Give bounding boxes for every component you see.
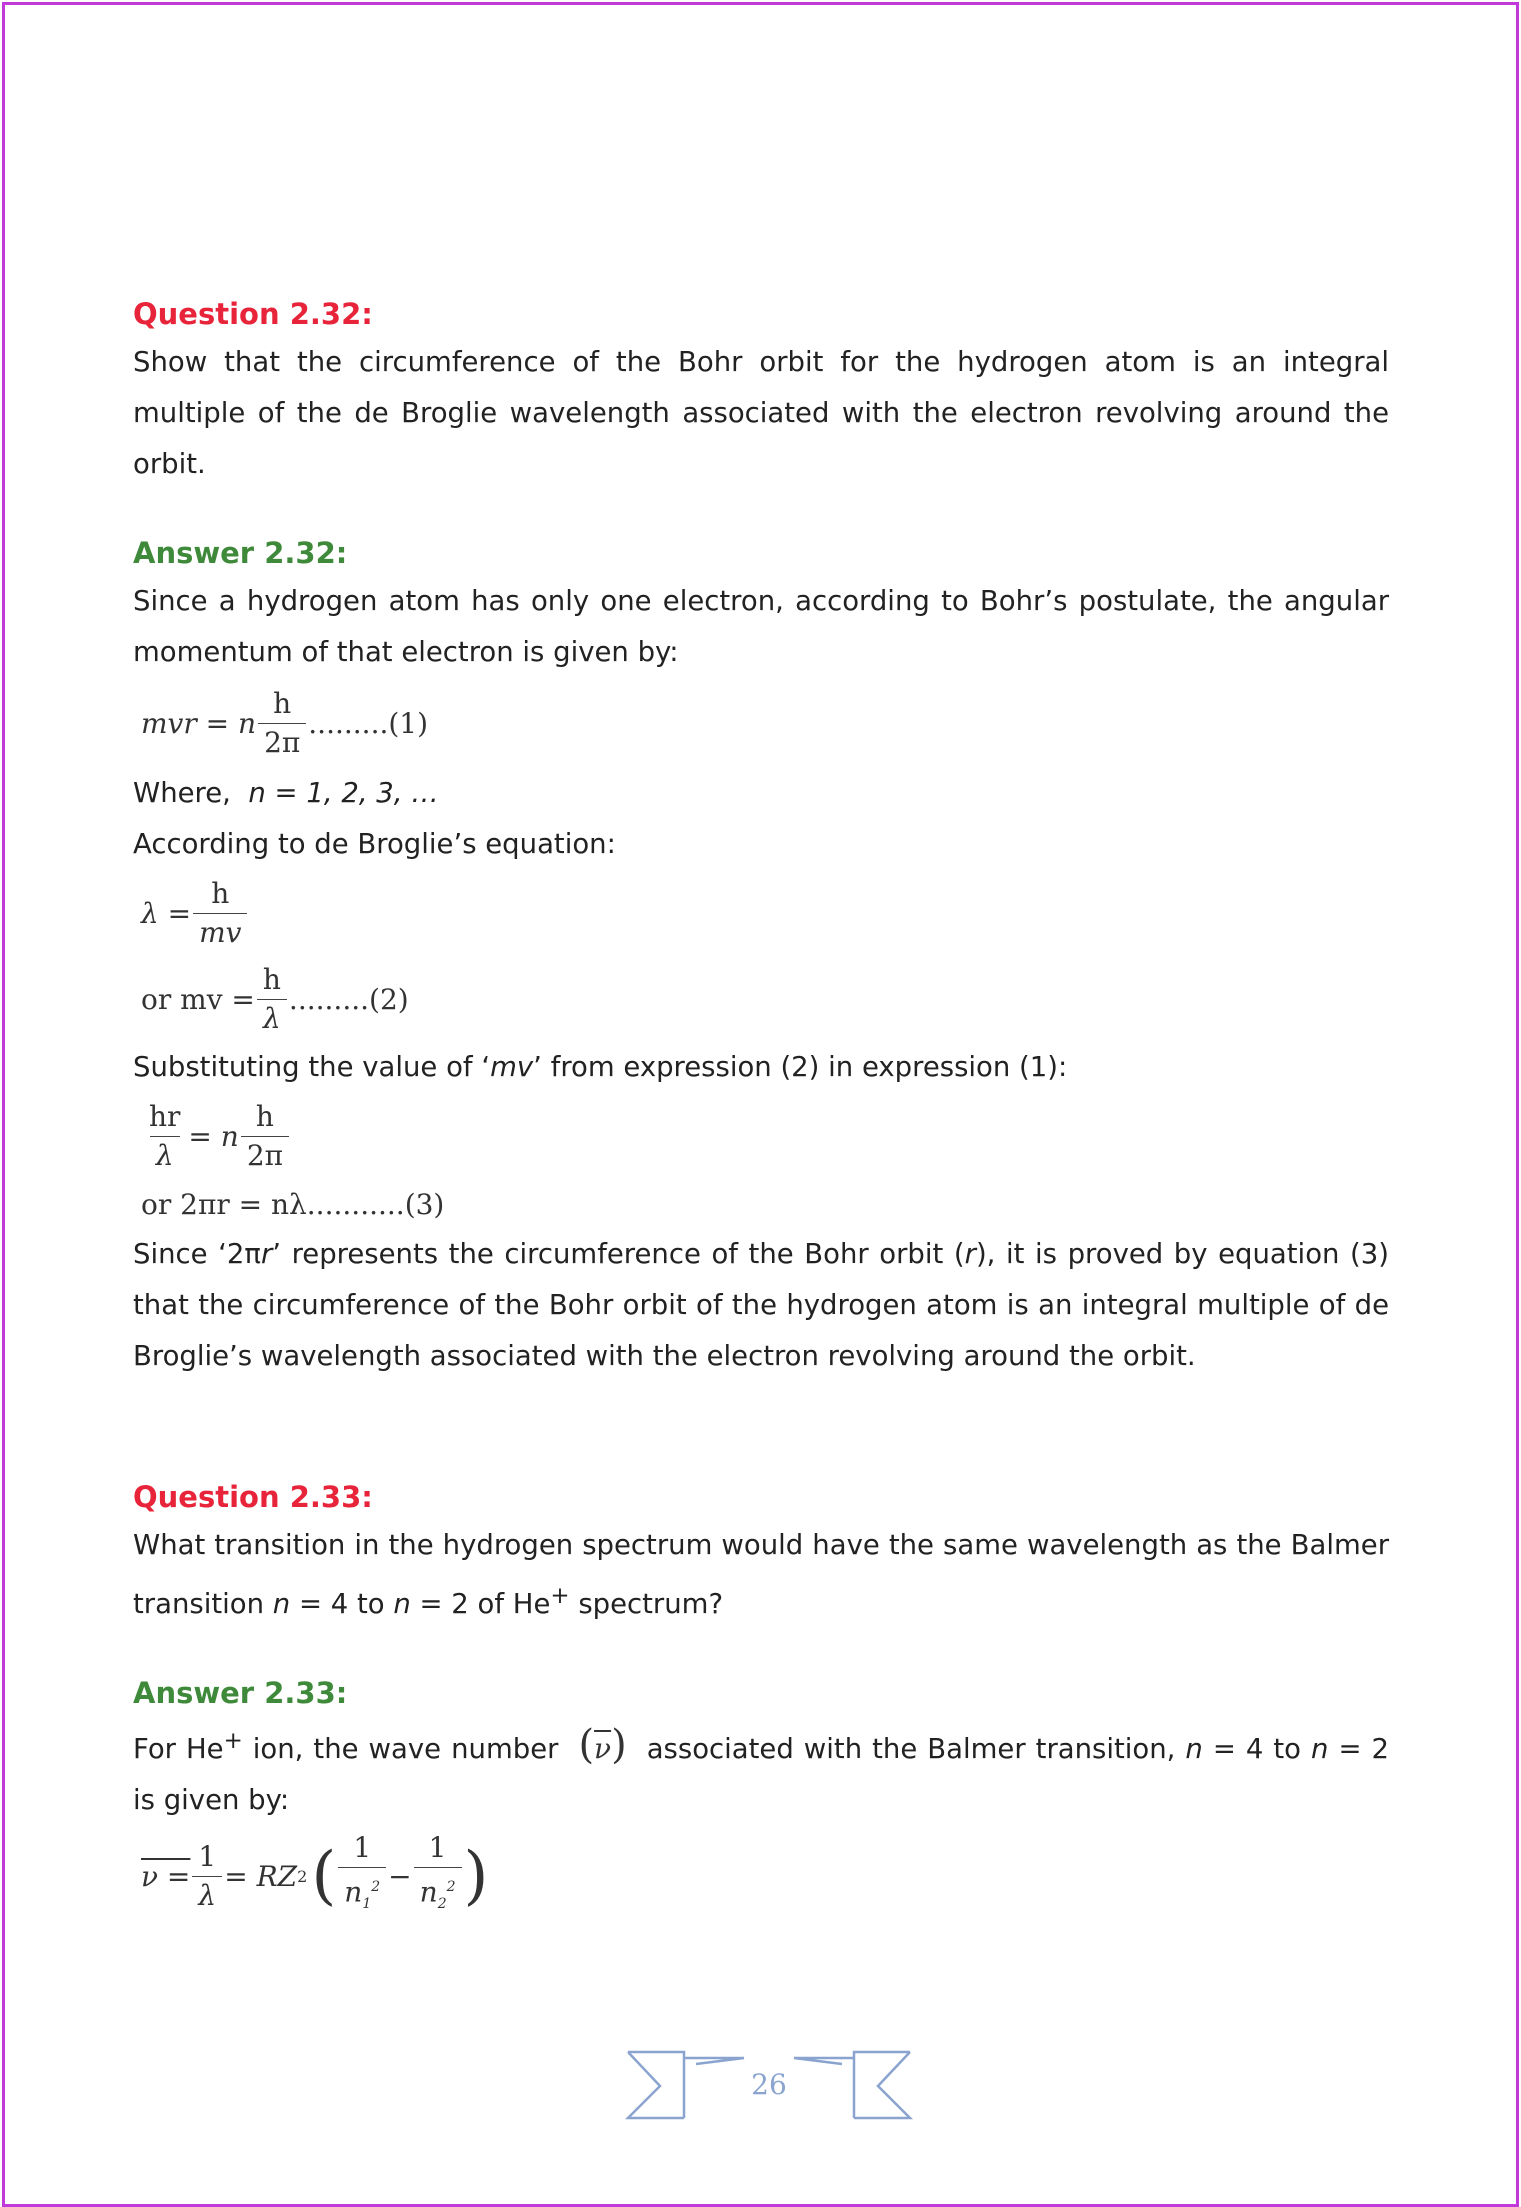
answer-2-32-intro: Since a hydrogen atom has only one electron, according to Bohr’s postulate, the angular momentum of that electron is given by:	[133, 585, 1389, 668]
question-2-32-heading: Question 2.32:	[133, 297, 373, 331]
question-2-33-heading: Question 2.33:	[133, 1480, 373, 1514]
substitution-line: Substituting the value of ‘mv’ from expression (2) in expression (1):	[133, 1051, 1068, 1083]
question-2-32-text: Show that the circumference of the Bohr orbit for the hydrogen atom is an integral multiple of the de Broglie wavelength associated with the electron revolving around the orbit.	[133, 346, 1389, 480]
equation-1: mvr = n $\frac{h}{2\pi}$ .........(1)	[133, 678, 1389, 768]
de-broglie-line: According to de Broglie’s equation:	[133, 828, 616, 860]
where-line: Where, n = 1, 2, 3, …	[133, 777, 439, 809]
fraction: $\frac{h}{2\pi}$	[258, 685, 306, 762]
wave-number-symbol: $(\overline{\nu})$	[578, 1722, 627, 1769]
page-footer	[624, 2048, 914, 2128]
page-content	[133, 295, 1389, 1926]
equation-2a: λ = $\frac{h}{mv}$	[133, 870, 1389, 956]
equation-3b: or 2πr = nλ...........(3)	[141, 1187, 445, 1221]
answer-2-33-text: For He+ ion, the wave number $(\overline{\nu})$ associated with the Balmer transition, n = 4 to n = 2 is given by:	[133, 1722, 1389, 1817]
page-number: 26	[751, 2068, 787, 2101]
equation-3a: $\frac{hr}{\lambda}$ = n $\frac{h}{2\pi}$	[133, 1093, 1389, 1179]
rydberg-equation: ν = $\frac{1}{\lambda}$ = RZ 2 ( $\frac{1}{n_1^2}$ − $\frac{1}{n_2^2}$ )	[133, 1826, 1389, 1926]
equation-2b: or mv = $\frac{h}{\lambda}$ .........(2)	[133, 956, 1389, 1042]
question-2-33-text: What transition in the hydrogen spectrum would have the same wavelength as the Balmer transition n = 4 to n = 2 of He+ spectrum?	[133, 1529, 1389, 1621]
answer-2-33-heading: Answer 2.33:	[133, 1676, 348, 1711]
answer-2-32-heading: Answer 2.32:	[133, 536, 348, 570]
answer-2-32-conclusion: Since ‘2πr’ represents the circumference of the Bohr orbit (r), it is proved by equation (3) that the circumference of the Bohr orbit of the hydrogen atom is an integral multiple of de Broglie’s wavelength associated with the electron revolving around the orbit.	[133, 1238, 1389, 1372]
